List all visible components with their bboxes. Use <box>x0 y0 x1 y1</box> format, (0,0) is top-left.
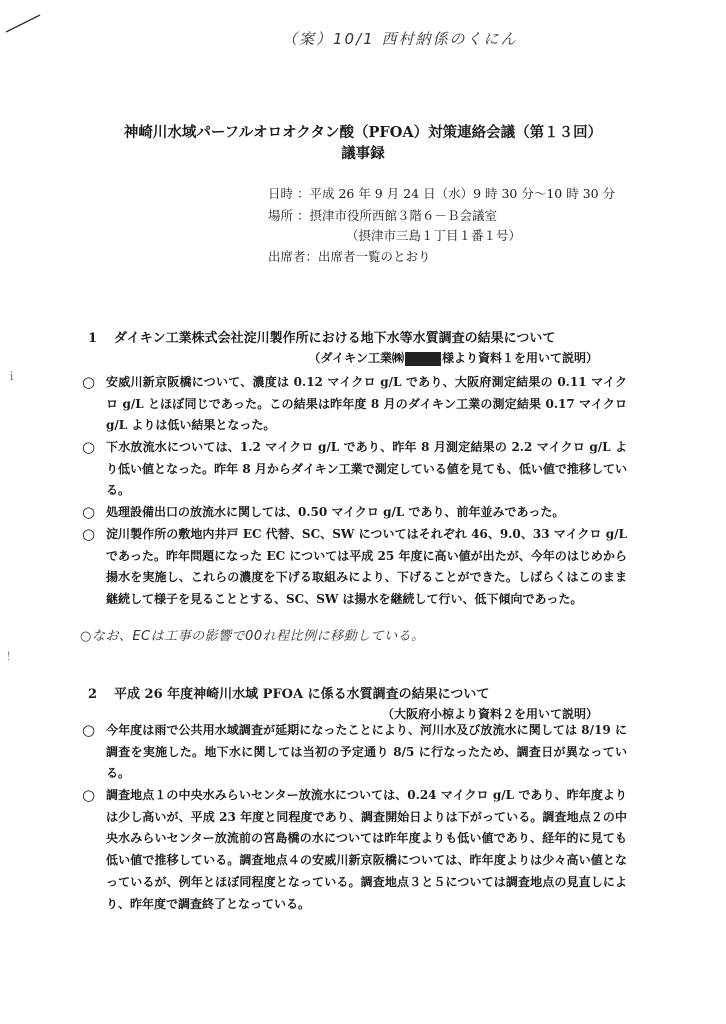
section-1-item <box>82 437 627 502</box>
section-1-heading <box>88 327 555 346</box>
section-1-source-post: 様より資料１を用いて説明） <box>441 351 598 365</box>
section-1-item-text: 淀川製作所の敷地内井戸 EC 代替、SC、SW についてはそれぞれ 46、9.0、33 マイクロ g/L であった。昨年問題になった EC については平成 25 年度に高い値が出たが、今年のはじめから揚水を実施し、これらの濃度を下げる取組みにより、下げることができた。しばらくはこのまま継続して様子を見ることとする、SC、SW は揚水を継続して行い、低下傾向であった。 <box>106 527 627 607</box>
section-1-item-text: 処理設備出口の放流水に関しては、0.50 マイクロ g/L であり、前年並みであった。 <box>106 505 565 519</box>
bullet-circle-icon: ○ <box>82 373 96 391</box>
margin-mark-top: ｉ <box>6 370 17 383</box>
handwritten-draft-note: （案）10/1 西村納係のくにん <box>282 30 518 48</box>
section-2-source: （大阪府小椋より資料２を用いて説明） <box>381 707 598 721</box>
bullet-circle-icon: ○ <box>82 438 96 456</box>
meeting-attendees: 出席者：出席者一覧のとおり <box>268 249 431 264</box>
section-1-item <box>82 524 627 611</box>
handwritten-addition: ○なお、ECは工事の影響で00れ程比例に移動している。 <box>80 629 425 644</box>
bullet-circle-icon: ○ <box>82 525 96 543</box>
section-1-item <box>82 502 627 524</box>
section-1-item-text: 下水放流水については、1.2 マイクロ g/L であり、昨年 8 月測定結果の 2.2 マイクロ g/L より低い値となった。昨年 8 月からダイキン工業で測定している値を見ても、低い値で推移している。 <box>106 440 627 498</box>
margin-mark-bottom: ！ <box>6 650 17 663</box>
section-2-item-text: 今年度は雨で公共用水域調査が延期になったことにより、河川水及び放流水に関しては 8/19 に調査を実施した。地下水に関しては当初の予定通り 8/5 に行なったため、調査日が異なっている。 <box>106 723 627 781</box>
section-1-source <box>308 349 598 366</box>
section-1-item-text: 安威川新京阪橋について、濃度は 0.12 マイクロ g/L であり、大阪府測定結果の 0.11 マイクロ g/L とほぼ同じであった。この結果は昨年度 8 月のダイキン工業の測定結果 0.17 マイクロ g/L よりは低い結果となった。 <box>106 375 627 433</box>
section-1-source-pre: （ダイキン工業㈱ <box>308 351 404 365</box>
section-2-number: 2 <box>88 687 98 702</box>
meeting-place-address: （摂津市三島１丁目１番１号） <box>346 228 522 243</box>
section-1-number: 1 <box>88 331 98 346</box>
section-1-item <box>82 372 627 437</box>
section-2-item <box>82 720 627 785</box>
meeting-place: 場所 ：摂津市役所西館３階６－Ｂ会議室 <box>268 208 497 223</box>
section-2-item-text: 調査地点１の中央水みらいセンター放流水については、0.24 マイクロ g/L であり、昨年度よりは少し高いが、平成 23 年度と同程度であり、調査開始日よりは下がっている。調査地点２の中央水みらいセンター放流前の宮島橋の水については昨年度よりも低い値であり、経年的に見ても低い値で推移している。調査地点４の安威川新京阪橋については、昨年度よりは少々高い値となっているが、例年とほぼ同程度となっている。調査地点３と５については調査地点の見直しにより、昨年度で調査終了となっている。 <box>106 788 627 911</box>
section-2-title: 平成 26 年度神崎川水域 PFOA に係る水質調査の結果について <box>114 687 490 702</box>
section-1-title: ダイキン工業株式会社淀川製作所における地下水等水質調査の結果について <box>114 331 556 346</box>
redaction-block <box>405 352 441 366</box>
section-2-heading <box>88 683 489 702</box>
bullet-circle-icon: ○ <box>82 503 96 521</box>
meeting-date: 日時 ：平成 26 年 9 月 24 日（水）9 時 30 分～10 時 30 分 <box>268 186 616 201</box>
section-2-item <box>82 785 627 915</box>
document-title: 神崎川水域パーフルオロオクタン酸（PFOA）対策連絡会議（第１３回） <box>123 124 603 141</box>
bullet-circle-icon: ○ <box>82 721 96 739</box>
document-subtitle: 議事録 <box>341 145 385 162</box>
bullet-circle-icon: ○ <box>82 786 96 804</box>
pen-stroke-mark <box>4 12 42 34</box>
